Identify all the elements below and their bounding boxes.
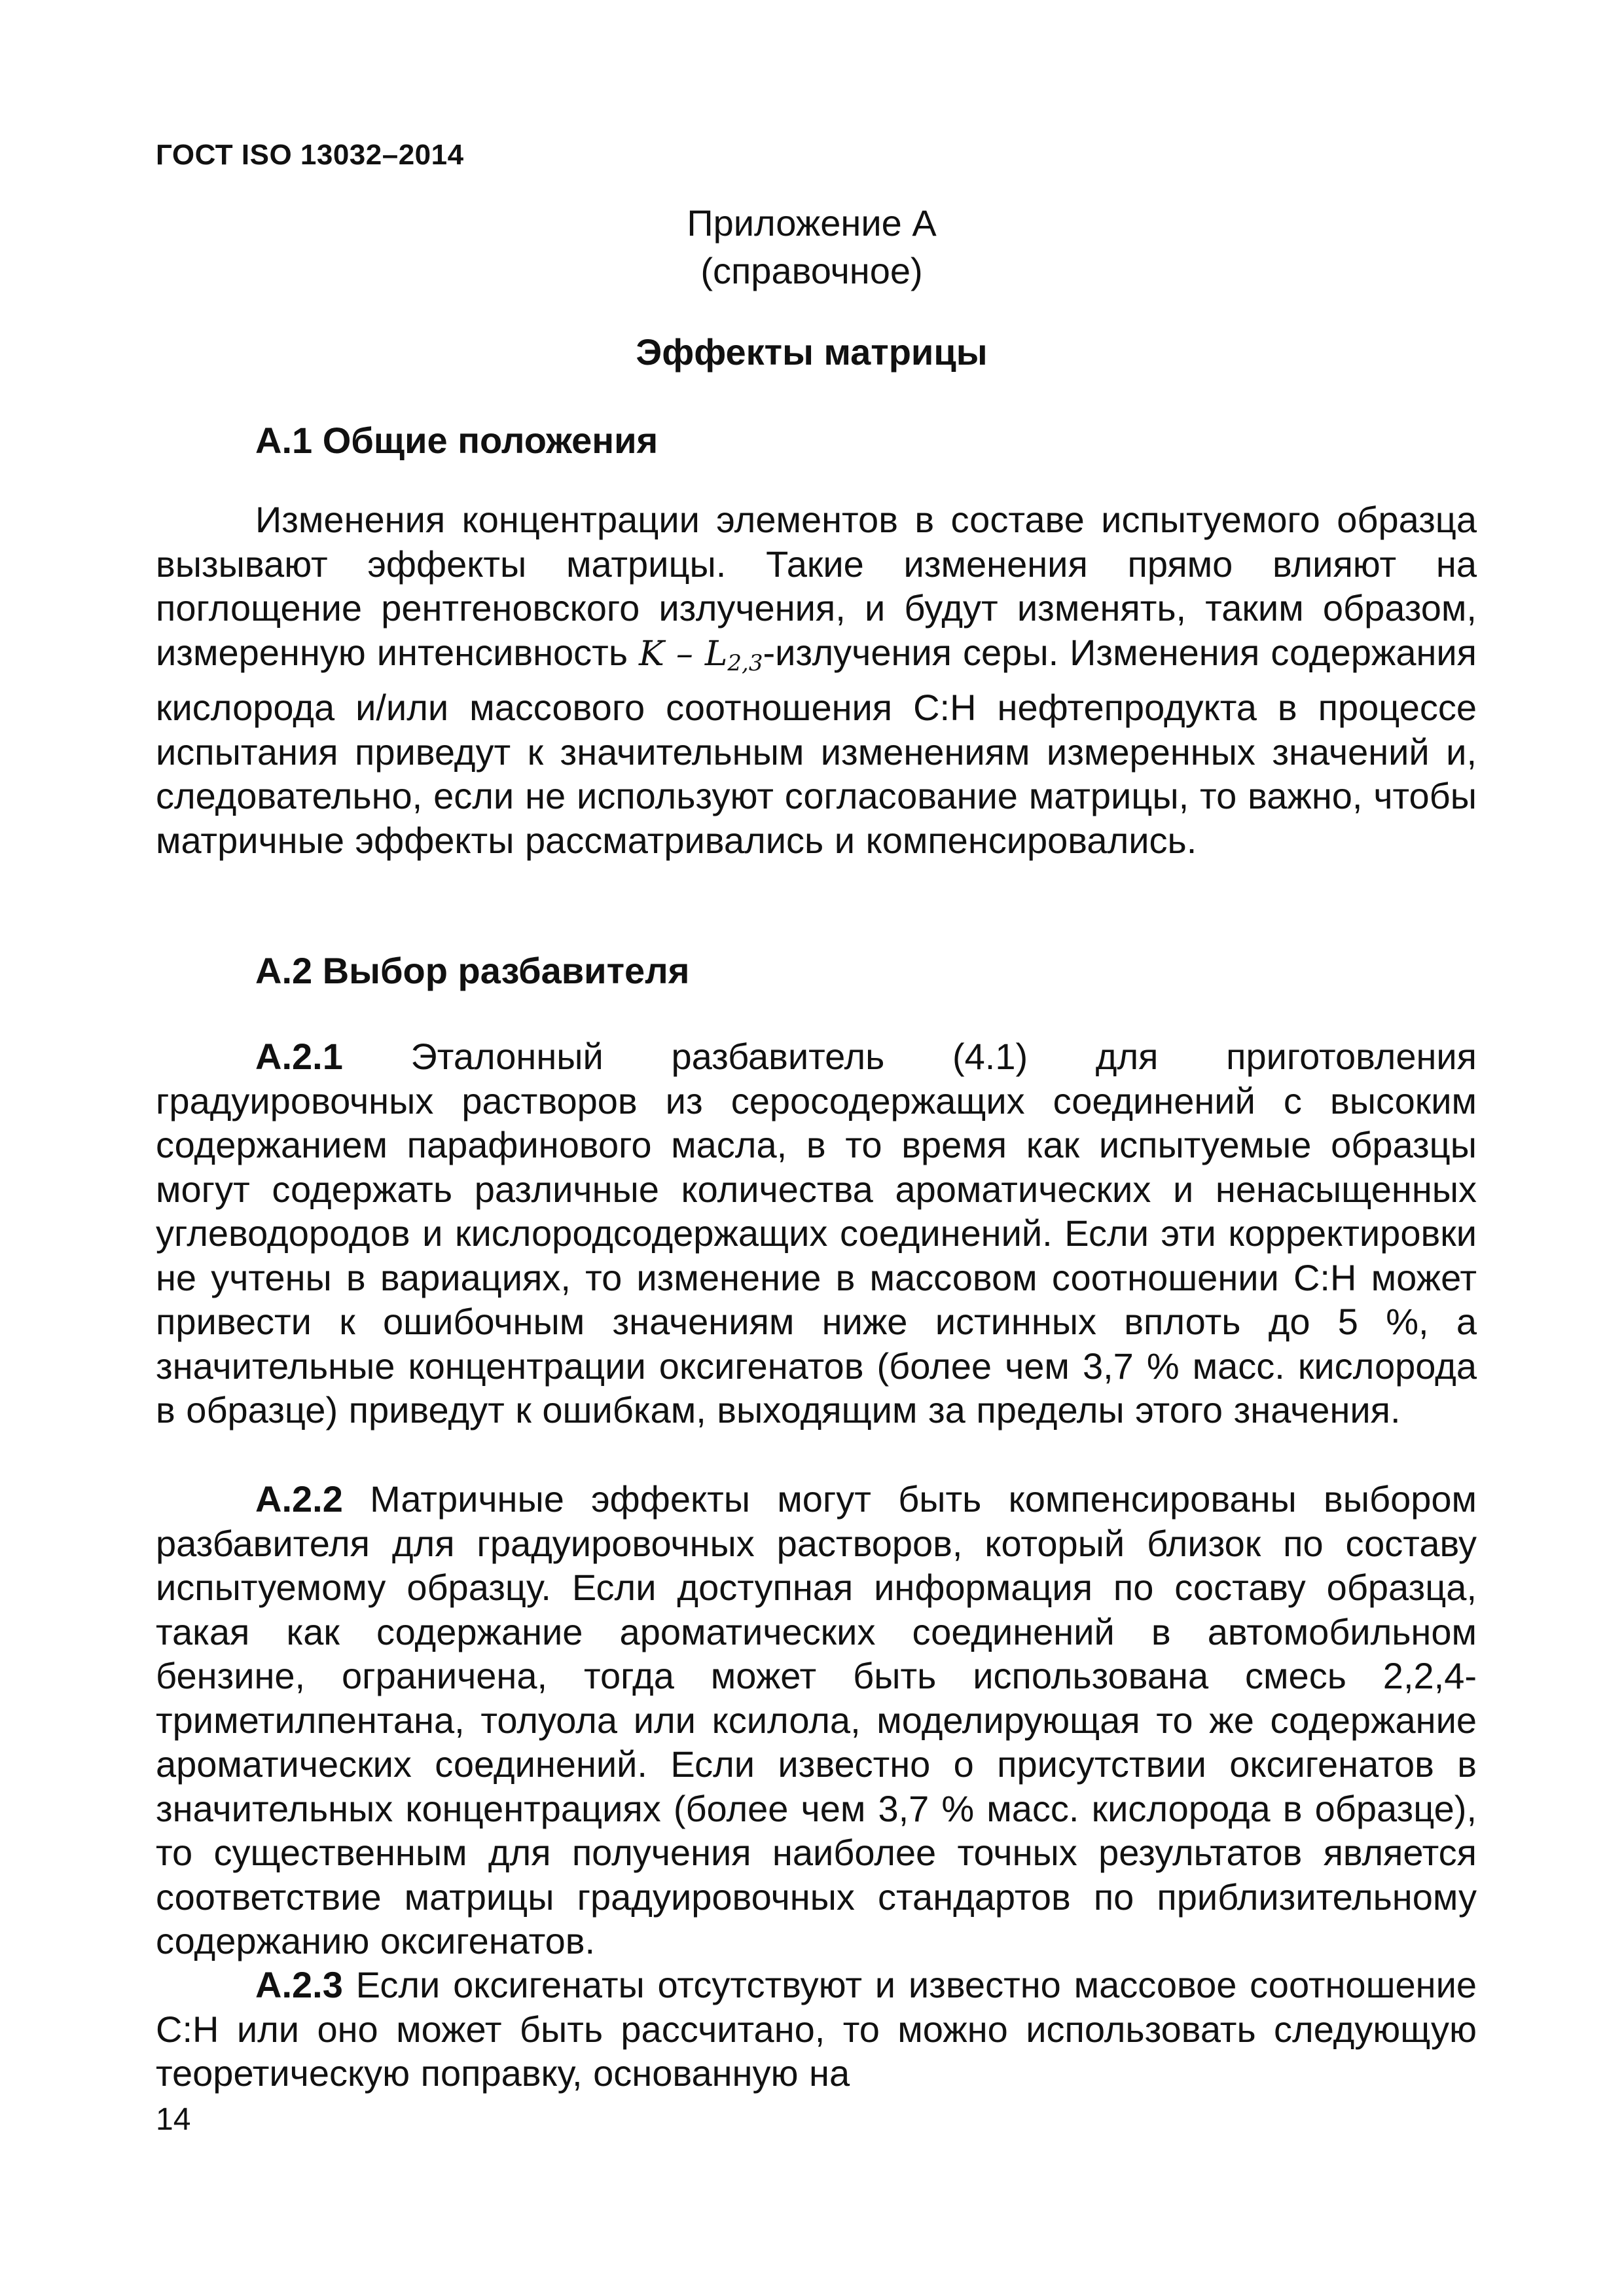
document-standard-header: ГОСТ ISO 13032–2014 (156, 139, 464, 171)
clause-text: Если оксигенаты отсутствуют и известно массовое соотношение С:Н или оно может быть рассчитано, то можно использовать следующую теоретическую поправку, основанную на (156, 1964, 1477, 2094)
clause-a21-paragraph (156, 1034, 1477, 1432)
section-a1-text-start: Изменения концентрации элементов в составе испытуемого образца вызывают эффекты матрицы. Такие изменения прямо влияют на поглощение рентгеновского излучения, и будут изменять, таким образом, измеренную интенсивность (156, 499, 1477, 673)
clause-text: Матричные эффекты могут быть компенсированы выбором разбавителя для градуировочных растворов, который близок по составу испытуемому образцу. Если доступная информация по составу образца, такая как содержание ароматических соединений в автомобильном бензине, ограничена, тогда может быть использована смесь 2,2,4-триметилпентана, толуола или ксилола, моделирующая то же содержание ароматических соединений. Если известно о присутствии оксигенатов в значительных концентрациях (более чем 3,7 % масс. кислорода в образце), то существенным для получения наиболее точных результатов является соответствие матрицы градуировочных стандартов по приблизительному содержанию оксигенатов. (156, 1478, 1477, 1961)
clause-text: Эталонный разбавитель (4.1) для приготовления градуировочных растворов из серосодержащих соединений с высоким содержанием парафинового масла, в то время как испытуемые образцы могут содержать различные количества ароматических и ненасыщенных углеводородов и кислородсодержащих соединений. Если эти корректировки не учтены в вариациях, то изменение в массовом соотношении С:Н может привести к ошибочным значениям ниже истинных вплоть до 5 %, а значительные концентрации оксигенатов (более чем 3,7 % масс. кислорода в образце) приведут к ошибкам, выходящим за пределы этого значения. (156, 1036, 1477, 1430)
section-heading-a2: А.2 Выбор разбавителя (255, 950, 690, 991)
clause-a22-paragraph (156, 1477, 1477, 1963)
section-a1-text-end: -излучения серы. Изменения содержания кислорода и/или массового соотношения С:Н нефтепродукта в процессе испытания приведут к значительным изменениям измеренных значений и, следовательно, если не используют согласование матрицы, то важно, чтобы матричные эффекты рассматривались и компенсировались. (156, 631, 1477, 861)
annex-kind: (справочное) (700, 250, 923, 291)
clause-number: А.2.2 (255, 1478, 343, 1520)
clause-a23-paragraph (156, 1963, 1477, 2096)
sulfur-line-formula (639, 634, 763, 674)
page-number: 14 (156, 2102, 191, 2137)
annex-title: Приложение А (687, 202, 937, 244)
formula-symbol: K – L (639, 634, 728, 674)
annex-subject-heading: Эффекты матрицы (636, 331, 988, 373)
clause-number: А.2.1 (255, 1036, 343, 1077)
formula-subscript: 2,3 (727, 649, 763, 676)
section-a1-paragraph (156, 498, 1477, 862)
section-heading-a1: А.1 Общие положения (255, 420, 659, 461)
clause-number: А.2.3 (255, 1964, 343, 2005)
